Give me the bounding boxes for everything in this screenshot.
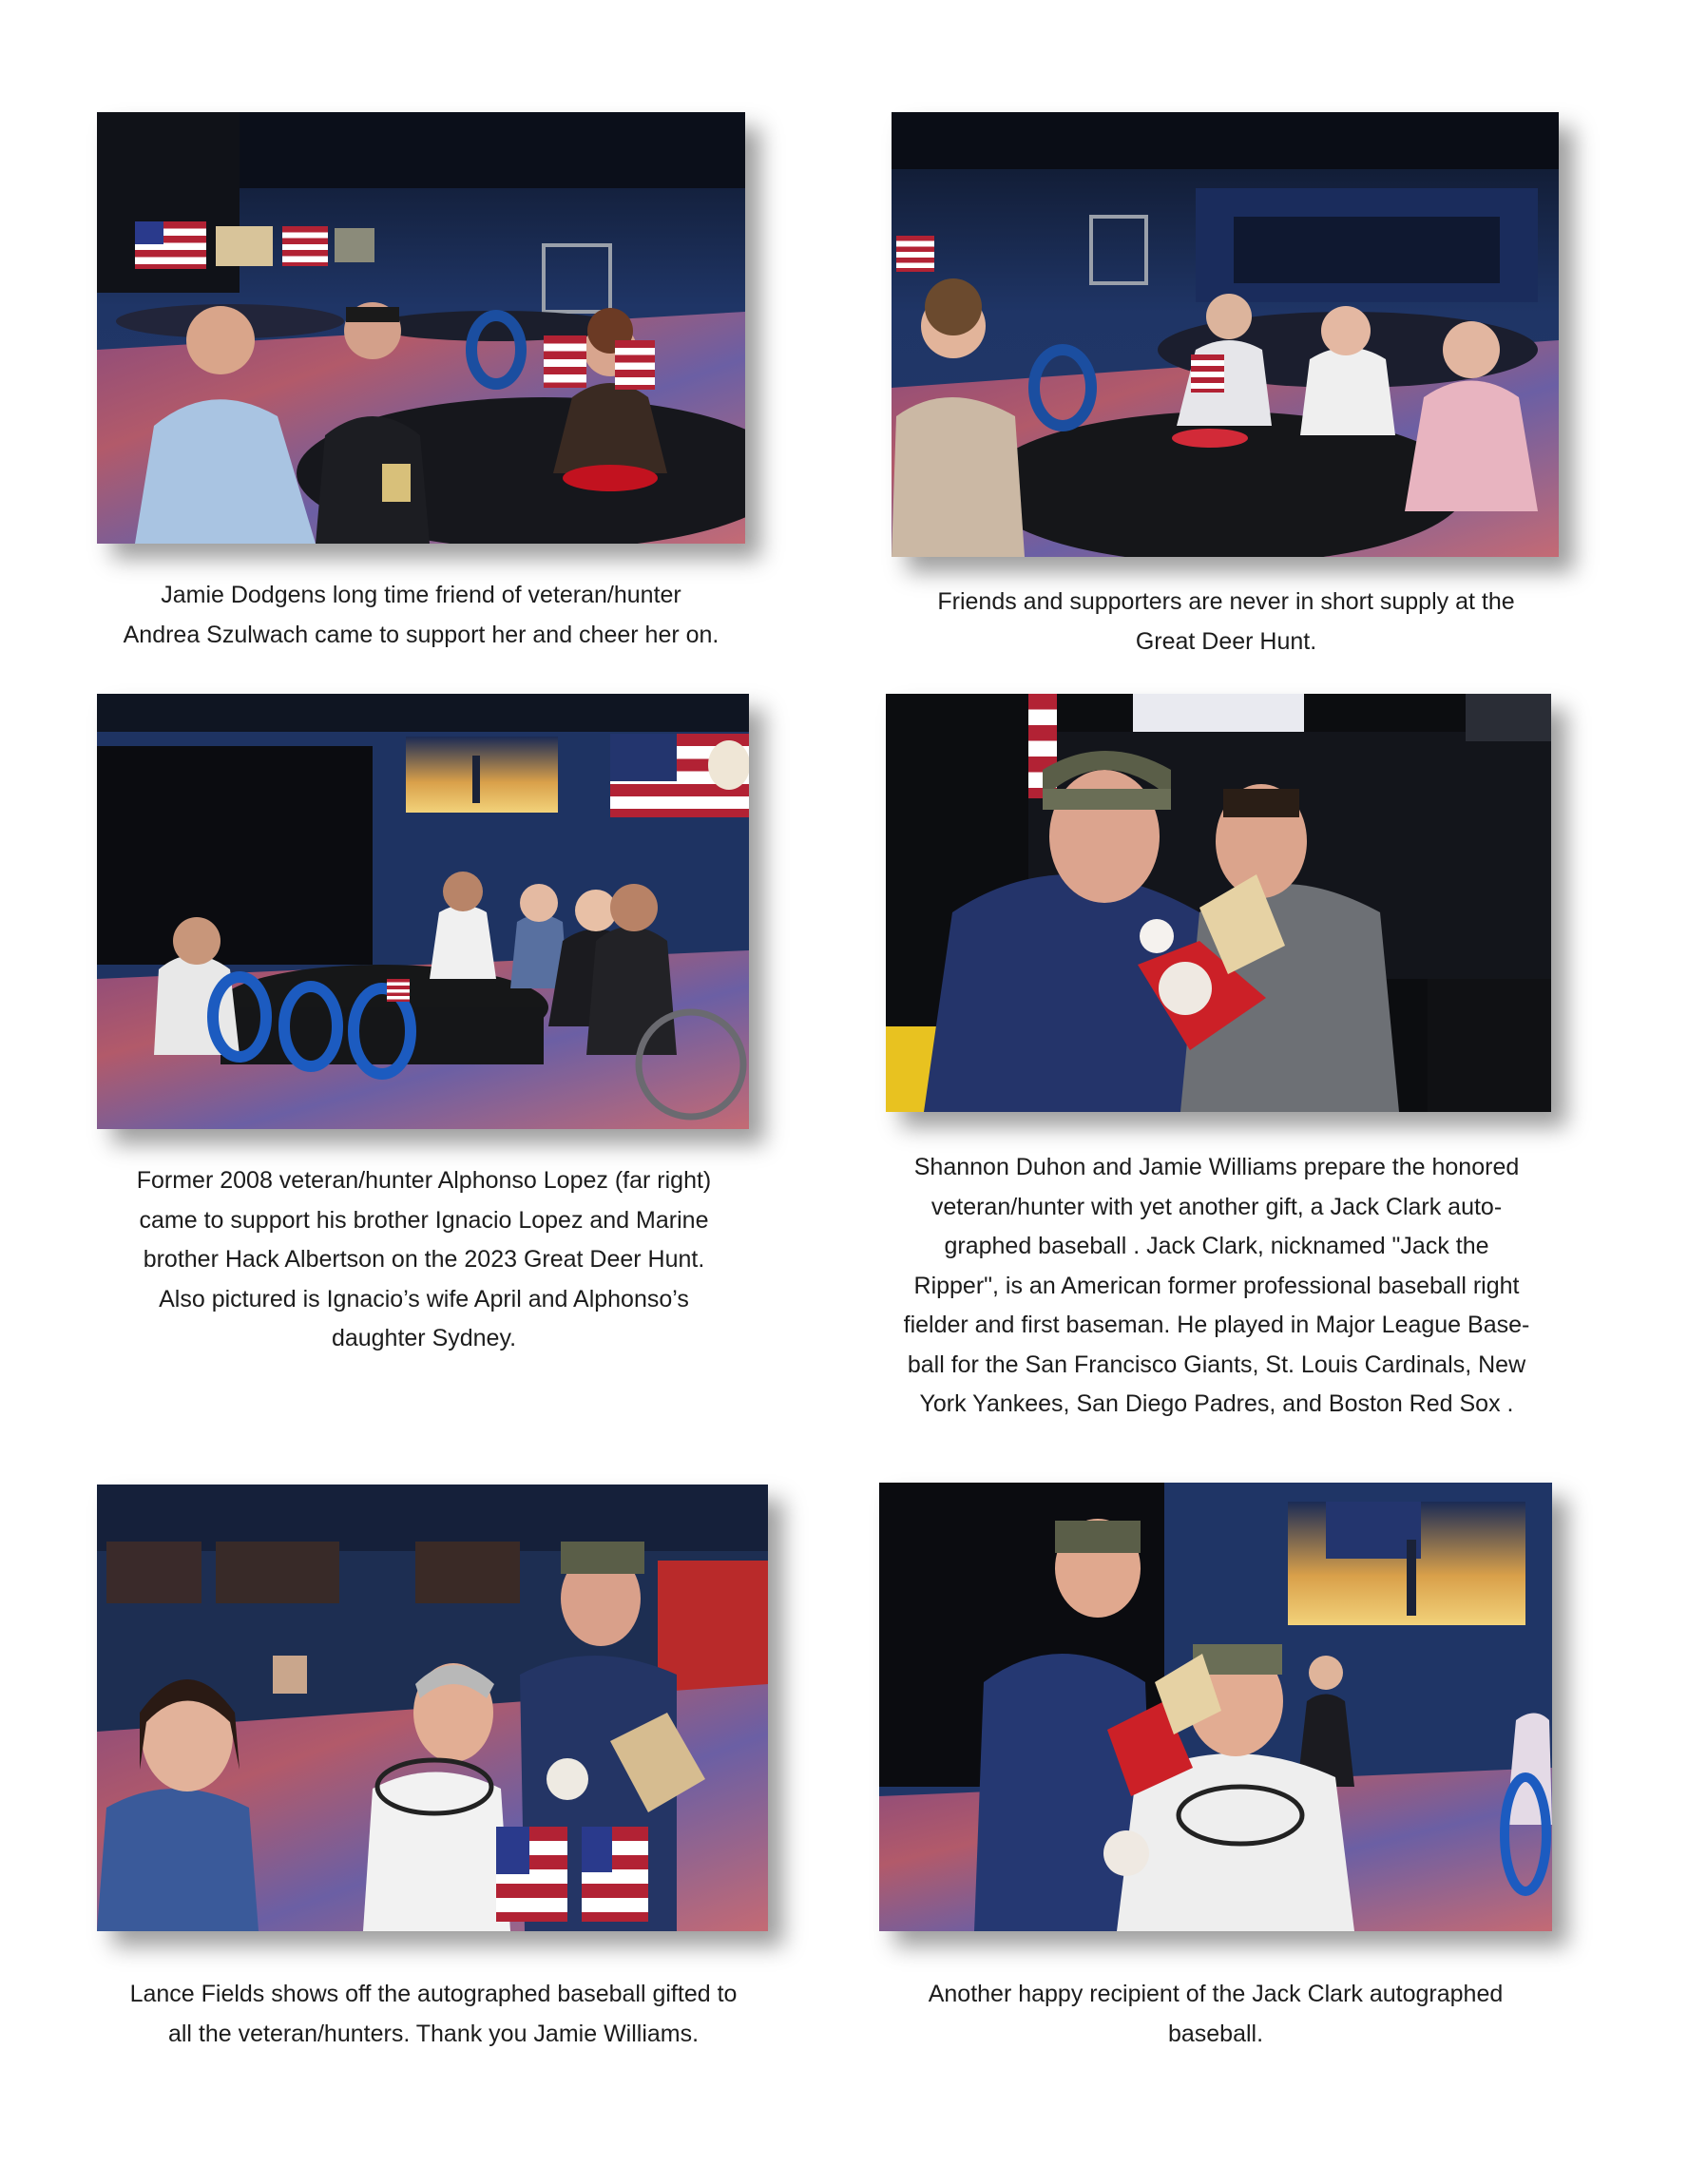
caption-line: Shannon Duhon and Jamie Williams prepare the honored	[913, 1154, 1520, 1180]
caption-line: Jamie Dodgens long time friend of veteran/hunter	[161, 582, 681, 608]
caption-photo-5	[98, 1975, 769, 2054]
caption-line: came to support his brother Ignacio Lopez and Marine	[139, 1206, 709, 1234]
photo-baseball-gifted	[97, 1485, 768, 1931]
photo-baseball-presentation	[886, 694, 1551, 1112]
caption-line: Lance Fields shows off the autographed baseball gifted to	[129, 1981, 738, 2007]
caption-photo-3	[98, 1161, 750, 1359]
photo-happy-recipient	[879, 1483, 1552, 1931]
caption-photo-4	[879, 1148, 1554, 1425]
caption-photo-6	[879, 1975, 1552, 2054]
caption-line: fielder and first baseman. He played in Major League Base-	[903, 1312, 1530, 1338]
photo-friends-supporters	[892, 112, 1559, 557]
caption-photo-1	[98, 576, 744, 655]
caption-line: graphed baseball . Jack Clark, nicknamed "Jack the	[944, 1233, 1489, 1259]
caption-line: all the veteran/hunters. Thank you Jamie Williams.	[167, 2020, 700, 2047]
caption-line: York Yankees, San Diego Padres, and Boston Red Sox .	[919, 1390, 1514, 1417]
caption-line: baseball.	[1167, 2020, 1264, 2047]
caption-line: Great Deer Hunt.	[1135, 627, 1317, 655]
caption-line: Ripper", is an American former professional baseball right	[913, 1272, 1520, 1299]
photo-banquet-table	[97, 112, 745, 544]
caption-line: Andrea Szulwach came to support her and cheer her on.	[123, 621, 719, 648]
caption-line: Also pictured is Ignacio’s wife April and Alphonso’s	[159, 1285, 689, 1312]
caption-line: Another happy recipient of the Jack Clark autographed	[928, 1981, 1504, 2007]
caption-photo-2	[889, 583, 1563, 661]
caption-line: daughter Sydney.	[331, 1325, 517, 1351]
caption-line: brother Hack Albertson on the 2023 Great Deer Hunt.	[143, 1246, 705, 1273]
caption-line: ball for the San Francisco Giants, St. Louis Cardinals, New	[907, 1351, 1526, 1378]
photo-veterans-table	[97, 694, 749, 1129]
caption-line: Former 2008 veteran/hunter Alphonso Lopez (far right)	[136, 1167, 712, 1194]
caption-line: Friends and supporters are never in short supply at the	[937, 588, 1515, 615]
caption-line: veteran/hunter with yet another gift, a Jack Clark auto-	[930, 1193, 1503, 1220]
